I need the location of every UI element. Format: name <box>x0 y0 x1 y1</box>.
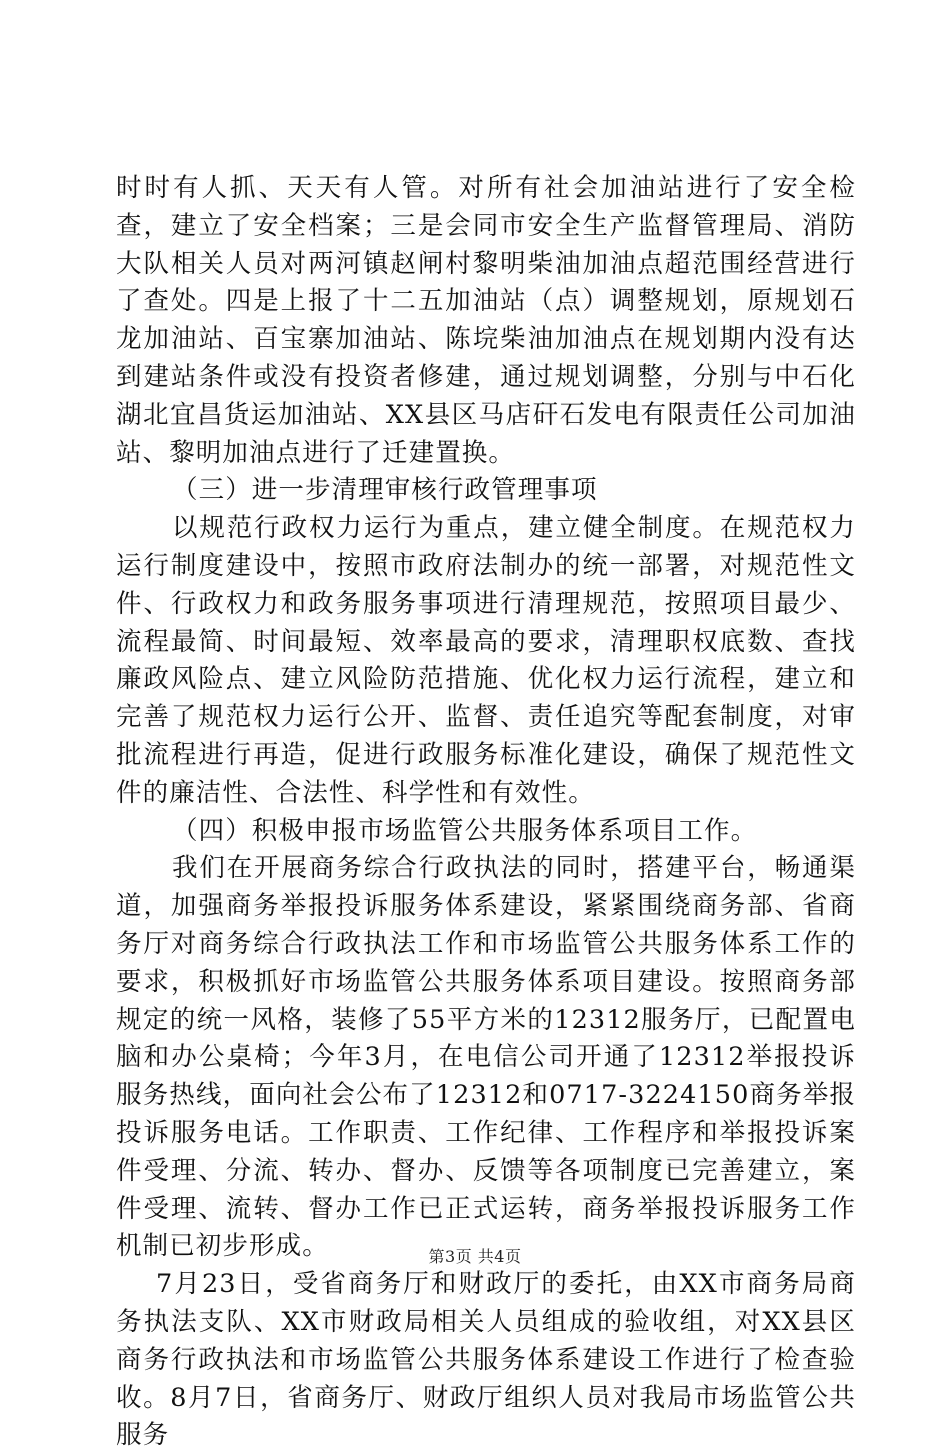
paragraph-administrative-power: 以规范行政权力运行为重点，建立健全制度。在规范权力运行制度建设中，按照市政府法制办的统一部署，对规范性文件、行政权力和政务服务事项进行清理规范，按照项目最少、流程最简、时间最短、效率最高的要求，清理职权底数、查找廉政风险点、建立风险防范措施、优化权力运行流程，建立和完善了规范权力运行公开、监督、责任追究等配套制度，对审批流程进行再造，促进行政服务标准化建设，确保了规范性文件的廉洁性、合法性、科学性和有效性。 <box>116 513 856 808</box>
heading-section-three: （三）进一步清理审核行政管理事项 <box>172 475 598 506</box>
page-number-footer: 第3页 共4页 <box>428 1247 522 1266</box>
paragraph-gas-station-safety: 时时有人抓、天天有人管。对所有社会加油站进行了安全检查，建立了安全档案；三是会同市安全生产监督管理局、消防大队相关人员对两河镇赵闸村黎明柴油加油点超范围经营进行了查处。四是上报了十二五加油站（点）调整规划，原规划石龙加油站、百宝寨加油站、陈垸柴油加油点在规划期内没有达到建站条件或没有投资者修建，通过规划调整，分别与中石化湖北宜昌货运加油站、XX县区马店矸石发电有限责任公司加油站、黎明加油点进行了迁建置换。 <box>116 173 856 468</box>
paragraph-complaint-service: 我们在开展商务综合行政执法的同时，搭建平台，畅通渠道，加强商务举报投诉服务体系建设，紧紧围绕商务部、省商务厅对商务综合行政执法工作和市场监管公共服务体系工作的要求，积极抓好市场监管公共服务体系项目建设。按照商务部规定的统一风格，装修了55平方米的12312服务厅，已配置电脑和办公桌椅；今年3月，在电信公司开通了12312举报投诉服务热线，面向社会公布了12312和0717-3224150商务举报投诉服务电话。工作职责、工作纪律、工作程序和举报投诉案件受理、分流、转办、督办、反馈等各项制度已完善建立，案件受理、流转、督办工作已正式运转，商务举报投诉服务工作机制已初步形成。 <box>116 853 856 1262</box>
heading-section-four: （四）积极申报市场监管公共服务体系项目工作。 <box>172 815 758 846</box>
paragraph-inspection-acceptance: 7月23日，受省商务厅和财政厅的委托，由XX市商务局商务执法支队、XX市财政局相关人员组成的验收组，对XX县区商务行政执法和市场监管公共服务体系建设工作进行了检查验收。8月7日，省商务厅、财政厅组织人员对我局市场监管公共服务 <box>116 1269 856 1451</box>
